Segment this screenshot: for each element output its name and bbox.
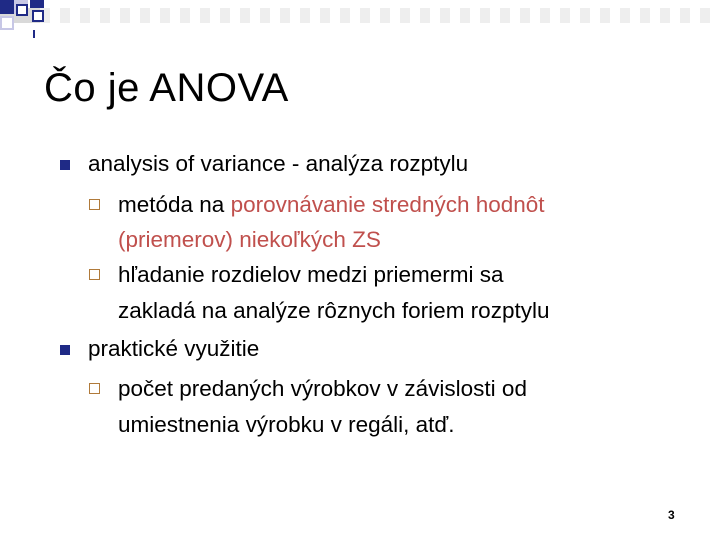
sub-bullet-marker-1-1 bbox=[89, 199, 100, 210]
bullet-marker-1 bbox=[60, 160, 70, 170]
sub-bullet-1-1-highlight: porovnávanie stredných hodnôt bbox=[230, 192, 545, 217]
bullet-marker-2 bbox=[60, 345, 70, 355]
sub-bullet-1-2-line2: zakladá na analýze rôznych foriem rozptylu bbox=[118, 298, 550, 323]
sub-bullet-1-1-line1 bbox=[118, 192, 545, 217]
bullet-1-text: analysis of variance - analýza rozptylu bbox=[88, 151, 469, 176]
page-number: 3 bbox=[668, 508, 675, 522]
sub-bullet-1-1-pre: metóda na bbox=[118, 192, 231, 217]
sub-bullet-2-1-line2: umiestnenia výrobku v regáli, atď. bbox=[118, 412, 455, 437]
slide-title: Čo je ANOVA bbox=[44, 66, 289, 110]
sub-bullet-marker-1-2 bbox=[89, 269, 100, 280]
bullet-2-text: praktické využitie bbox=[88, 336, 260, 361]
sub-bullet-2-1-line1: počet predaných výrobkov v závislosti od bbox=[118, 376, 527, 401]
sub-bullet-1-2-line1: hľadanie rozdielov medzi priemermi sa bbox=[118, 262, 504, 287]
sub-bullet-1-1-line2: (priemerov) niekoľkých ZS bbox=[118, 227, 381, 252]
sub-bullet-marker-2-1 bbox=[89, 383, 100, 394]
